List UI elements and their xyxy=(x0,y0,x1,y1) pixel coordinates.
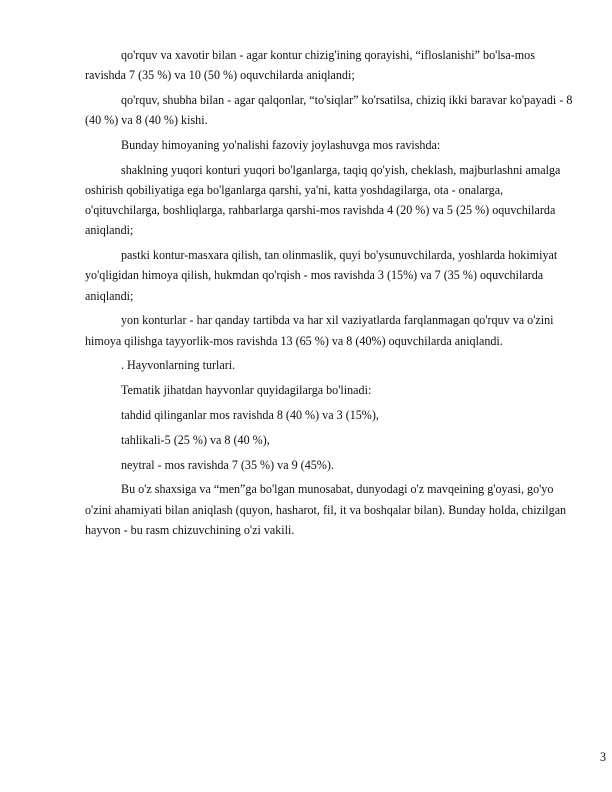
document-body xyxy=(85,45,575,545)
paragraph-protection-direction: Bunday himoyaning yo'nalishi fazoviy joylashuvga mos ravishda: xyxy=(121,138,441,152)
paragraph-upper-contour: shaklning yuqori konturi yuqori bo'lganlarga, taqiq qo'yish, cheklash, majburlashni amalga oshirish qobiliyatiga ega bo'lganlarga qarshi, ya'ni, katta yoshdagilarga, ota - onalarga, o'qituvchilarga, boshliqlarga, rahbarlarga qarshi-mos ravishda 4 (20 %) va 5 (25 %) oquvchilarda aniqlandi; xyxy=(85,162,561,238)
paragraph-side-contours: yon konturlar - har qanday tartibda va har xil vaziyatlarda farqlanmagan qo'rquv va o'zini himoya qilishga tayyorlik-mos ravishda 13 (65 %) va 8 (40%) oquvchilarda aniqlandi. xyxy=(85,313,554,348)
list-item-threatened: tahdid qilinganlar mos ravishda 8 (40 %) va 3 (15%), xyxy=(121,408,379,422)
section-heading-animal-types: . Hayvonlarning turlari. xyxy=(121,358,236,373)
paragraph-lower-contour: pastki kontur-masxara qilish, tan olinmaslik, quyi bo'ysunuvchilarda, yoshlarda hokimiyat yo'qligidan himoya qilish, hukmdan qo'rqish - mos ravishda 3 (15%) va 7 (35 %) oquvchilarda aniqlandi; xyxy=(85,248,558,303)
paragraph-thematic-division: Tematik jihatdan hayvonlar quyidagilarga bo'linadi: xyxy=(121,383,372,398)
page-number: 3 xyxy=(599,750,606,764)
list-item-neutral: neytral - mos ravishda 7 (35 %) va 9 (45%). xyxy=(121,457,334,472)
paragraph-contour-darkening: qo'rquv va xavotir bilan - agar kontur chizig'ining qorayishi, “ifloslanishi” bo'lsa-mos ravishda 7 (35 %) va 10 (50 %) oquvchilarda aniqlandi; xyxy=(85,48,535,83)
list-item-dangerous: tahlikali-5 (25 %) va 8 (40 %), xyxy=(121,432,270,447)
paragraph-shields-barriers: qo'rquv, shubha bilan - agar qalqonlar, “to'siqlar” ko'rsatilsa, chiziq ikki baravar ko'payadi - 8 (40 %) va 8 (40 %) kishi. xyxy=(85,93,573,128)
paragraph-self-attitude: Bu o'z shaxsiga va “men”ga bo'lgan munosabat, dunyodagi o'z mavqeining g'oyasi, go'yo o'zini ahamiyati bilan aniqlash (quyon, hasharot, fil, it va boshqalar bilan). Bunday holda, chizilgan hayvon - bu rasm chizuvchining o'zi vakili. xyxy=(85,482,567,537)
